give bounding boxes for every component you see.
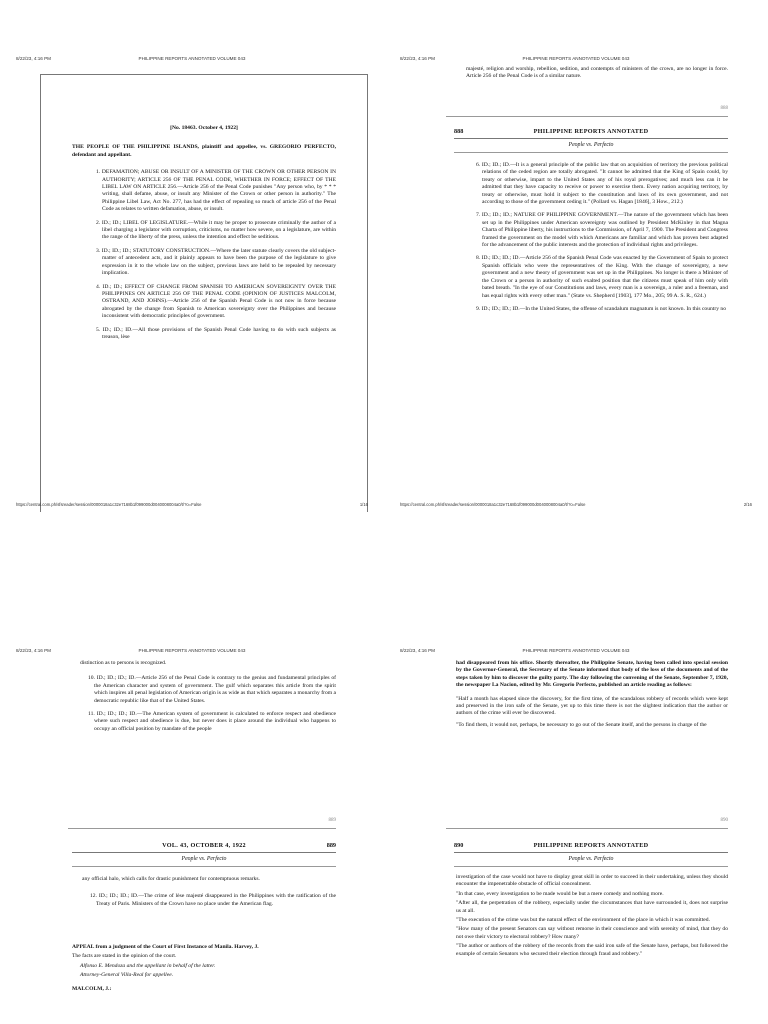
header-title: PHILIPPINE REPORTS ANNOTATED VOLUME 043 — [138, 56, 246, 61]
page-break-rule — [446, 116, 728, 117]
header-title: PHILIPPINE REPORTS ANNOTATED VOLUME 043 — [138, 648, 246, 653]
page-panel-1 — [0, 0, 384, 512]
running-page-number: 889 — [326, 842, 336, 849]
running-page-number: 890 — [454, 842, 464, 849]
header-date: 8/22/23, 4:16 PM — [16, 648, 51, 653]
footer-url[interactable]: https://central.com.ph/sfsreader/session/0000018a1c32e7168b1f099000d0040008004a0/t/?o=False — [16, 502, 202, 507]
page-body — [456, 874, 728, 964]
page-break-rule — [446, 828, 728, 829]
syllabus-item: 1. DEFAMATION; ABUSE OR INSULT OF A MINISTER OF THE CROWN OR OTHER PERSON IN AUTHORITY; ARTICLE 256 OF THE PENAL CODE, WHETHER IN FORCE; EFFECT OF THE LIBEL LAW ON ARTICLE 256.—Article 256 of the Penal Code punishes "Any person who, by * * * writing, shall defame, abuse, or insult any Minister of the Crown or other person in authority." The Philippine Libel Law, Act No. 277, has had the effect of repealing so much of article 256 of the Penal Code as relates to written defamation, abuse, or insult. — [96, 169, 336, 213]
running-title: PHILIPPINE REPORTS ANNOTATED — [533, 128, 649, 135]
page-footer — [12, 502, 372, 510]
page-panel-2 — [384, 0, 768, 512]
page-header — [396, 648, 756, 656]
running-title: PHILIPPINE REPORTS ANNOTATED — [533, 842, 649, 849]
page-break-rule — [68, 828, 336, 829]
header-title: PHILIPPINE REPORTS ANNOTATED VOLUME 043 — [522, 56, 630, 61]
page-body-top — [456, 660, 728, 735]
syllabus-item: 10. ID.; ID.; ID.; ID.—Article 256 of the Penal Code is contrary to the genius and fundamental principles of the American character and system of government. The gulf which separates this article from the spirit which inspires all penal legislation of American origin is as wide as that which separates a monarchy from a democratic republic like that of the United States. — [88, 675, 336, 704]
page-header — [396, 56, 756, 64]
page-body-top — [466, 66, 728, 87]
page-body-top — [80, 660, 336, 739]
continued-text: had disappeared from his office. Shortly thereafter, the Philippine Senate, having been called into special session by the Governor-General, the Secretary of the Senate informed that body of the loss of the documents and of the steps taken by him to discover the guilty party. The day following the convening of the Senate, September 7, 1920, the newspaper La Nacion, edited by Mr. Gregorio Perfecto, published an article reading as follows: — [456, 660, 728, 689]
footer-page-count: 2/16 — [743, 502, 752, 507]
counsel-appellee: Attorney-General Villa-Real for appellee. — [80, 972, 174, 979]
page-number: 890 — [720, 818, 728, 823]
facts-line: The facts are stated in the opinion of the court. — [72, 953, 177, 960]
header-title: PHILIPPINE REPORTS ANNOTATED VOLUME 043 — [522, 648, 630, 653]
syllabus-item: 5. ID.; ID.; ID.—All those provisions of the Spanish Penal Code having to do with such subjects as treason, lèse — [96, 326, 336, 340]
page-number: 889 — [328, 818, 336, 823]
judge-name: MALCOLM, J.: — [72, 985, 112, 992]
syllabus-item: 3. ID.; ID.; ID.; STATUTORY CONSTRUCTION.—Where the later statute clearly covers the old subject-matter of antecedent acts, and it plainly appears to have been the purpose of the legislature to give expression in it to the whole law on the subject, previous laws are held to be repealed by necessary implication. — [96, 247, 336, 277]
case-subheading: People vs. Perfecto — [454, 142, 728, 153]
page-footer — [396, 502, 756, 510]
page-number: 888 — [720, 106, 728, 111]
syllabus-item: 11. ID.; ID.; ID.; ID.—The American system of government is calculated to enforce respect and obedience where such respect and obedience is due, but never does it place around the individual who happens to occupy an official position by mandate of the people — [88, 711, 336, 732]
quoted-paragraph: investigation of the case would not have to display great skill in order to succeed in their undertaking, unless they should encounter the impenetrable obstacle of official concealment. — [456, 874, 728, 888]
quoted-paragraph: "In that case, every investigation to be made would be but a mere comedy and nothing more. — [456, 890, 664, 897]
case-subheading: People vs. Perfecto — [72, 856, 336, 867]
running-header — [454, 128, 728, 139]
quoted-paragraph: "The execution of the crime was but the natural effect of the environment of the place in which it was committed. — [456, 917, 710, 924]
case-parties: THE PEOPLE OF THE PHILIPPINE ISLANDS, plaintiff and appellee, vs. GREGORIO PERFECTO, defendant and appellant. — [72, 144, 336, 158]
case-proceedings — [72, 944, 336, 999]
counsel-appellant: Alfonso E. Mendoza and the appellant in behalf of the latter. — [80, 962, 216, 969]
case-subheading: People vs. Perfecto — [454, 856, 728, 867]
continued-text: majesté, religion and worship, rebellion, sedition, and contempts of ministers of the crown, are no longer in force. Article 256 of the Penal Code is of a similar nature. — [466, 66, 728, 80]
quoted-paragraph: "The author or authors of the robbery of the records from the said iron safe of the Senate have, perhaps, but followed the example of certain Senators who secured their election through fraud and robbery." — [456, 943, 728, 957]
running-header — [454, 842, 728, 853]
footer-url[interactable]: https://central.com.ph/sfsreader/session/0000018a1c32e7168b1f099000d0040008004a0/t/?o=False — [400, 502, 586, 507]
quoted-paragraph: "After all, the perpetration of the robbery, especially under the circumstances that have surrounded it, does not surprise us at all. — [456, 900, 728, 914]
header-date: 8/22/23, 4:16 PM — [16, 56, 51, 61]
footer-page-count: 1/16 — [359, 502, 368, 507]
page-panel-3 — [0, 512, 384, 1024]
page-body — [82, 876, 336, 914]
running-title: VOL. 43, OCTOBER 4, 1922 — [162, 842, 246, 849]
running-header — [72, 842, 336, 853]
continued-text: distinction as to persons is recognized. — [80, 660, 167, 666]
syllabus-item: 6. ID.; ID.; ID.—It is a general principle of the public law that on acquisition of territory the previous political relations of the ceded region are totally abrogated. "It cannot be admitted that the King of Spain could, by treaty or otherwise, impart to the United States any of his royal prerogatives; and much less can it be admitted that they have capacity to receive or power to exercise them. Every nation acquiring territory, by treaty or otherwise, must hold it subject to the constitution and laws of its own government, and not according to those of the government ceding it." (Pollard vs. Hagan [1846], 3 How., 212.) — [476, 162, 728, 206]
header-date: 8/22/23, 4:16 PM — [400, 56, 435, 61]
page-panel-4 — [384, 512, 768, 1024]
running-page-number: 888 — [454, 128, 464, 135]
syllabus-item: 12. ID.; ID.; ID.; ID.—The crime of lèse majesté disappeared in the Philippines with the ratification of the Treaty of Paris. Ministers of the Crown have no place under the American flag. — [90, 893, 336, 907]
syllabus-item: 7. ID.; ID.; ID.; NATURE OF PHILIPPINE GOVERNMENT.—The nature of the government which has been set up in the Philippines under American sovereignty was outlined by President McKinley in that Magna Charta of Philippine liberty, his instructions to the Commission, of April 7, 1900. The President and Congress framed the government on the model with which Americans are familiar and which has proven best adapted for the advancement of the public interests and the protection of individual rights and privileges. — [476, 212, 728, 249]
quoted-paragraph: "Half a month has elapsed since the discovery, for the first time, of the scandalous robbery of records which were kept and preserved in the iron safe of the Senate, yet up to this time there is not the slightest indication that the author or authors of the crime will ever be discovered. — [456, 695, 728, 717]
page-body — [468, 162, 728, 319]
page-body — [72, 125, 336, 347]
appeal-line: APPEAL from a judgment of the Court of First Instance of Manila. Harvey, J. — [72, 944, 259, 950]
continued-text: any official halo, which calls for drastic punishment for contemptuous remarks. — [82, 876, 260, 882]
syllabus-item: 8. ID.; ID.; ID.; ID.—Article 256 of the Spanish Penal Code was enacted by the Government of Spain to protect Spanish officials who were the representatives of the King. With the change of sovereignty, a new government and a new theory of government was set up in the Philippines. No longer is there a Minister of the Crown or a person in authority of such exalted position that the citizens must speak of him only with bated breath. "In the eye of our Constitutions and laws, every man is a sovereign, a ruler and a freeman, and has equal rights with every other man." (State vs. Shepherd [1903], 177 Mo., 205; 99 A. S. R., 624.) — [476, 255, 728, 299]
quoted-paragraph: "To find them, it would not, perhaps, be necessary to go out of the Senate itself, and the persons in charge of the — [456, 721, 707, 728]
quoted-paragraph: "How many of the present Senators can say without remorse in their conscience and with serenity of mind, that they do not owe their victory to electoral robbery? How many? — [456, 926, 728, 940]
syllabus-item: 9. ID.; ID.; ID.; ID.—In the United States, the offense of scandalum magnatum is not known. In this country no — [476, 305, 727, 312]
header-date: 8/22/23, 4:16 PM — [400, 648, 435, 653]
syllabus-item: 2. ID.; ID.; LIBEL OF LEGISLATURE.—While it may be proper to prosecute criminally the author of a libel charging a legislator with corruption, criticisms, no matter how severe, on a legislature, are within the range of the liberty of the press, unless the intention and effect be seditious. — [96, 219, 336, 241]
page-header — [12, 56, 372, 64]
page-header — [12, 648, 372, 656]
syllabus-item: 4. ID.; ID.; EFFECT OF CHANGE FROM SPANISH TO AMERICAN SOVEREIGNTY OVER THE PHILIPPINES ON ARTICLE 256 OF THE PENAL CODE (OPINION OF JUSTICES MALCOLM, OSTRAND, AND JOHNS).—Article 256 of the Spanish Penal Code is not now in force because abrogated by the change from Spanish to American sovereignty over the Philippines and because inconsistent with democratic principles of government. — [96, 283, 336, 320]
case-number: [No. 18463. October 4, 1922] — [170, 125, 238, 131]
